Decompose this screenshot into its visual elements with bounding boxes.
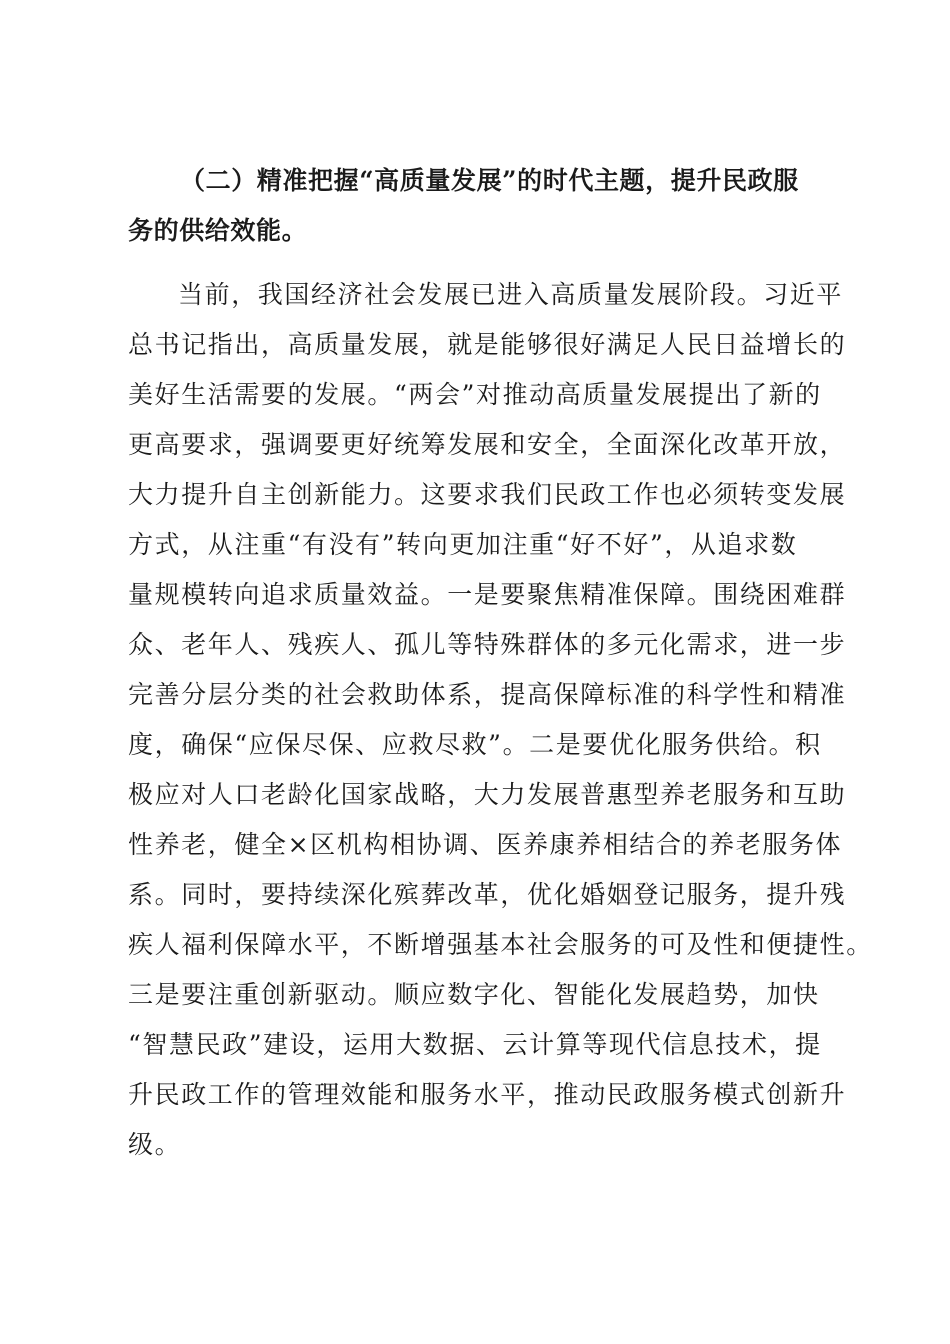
body-line: 更高要求，强调要更好统筹发展和安全，全面深化改革开放， (128, 430, 847, 459)
body-line: 疾人福利保障水平，不断增强基本社会服务的可及性和便捷性。 (128, 930, 873, 959)
body-line: 极应对人口老龄化国家战略，大力发展普惠型养老服务和互助 (128, 780, 847, 809)
body-line: 总书记指出，高质量发展，就是能够很好满足人民日益增长的 (128, 330, 847, 359)
body-line: 三是要注重创新驱动。顺应数字化、智能化发展趋势，加快 (128, 980, 820, 1009)
body-line: 系。同时，要持续深化殡葬改革，优化婚姻登记服务，提升残 (128, 880, 847, 909)
body-line: 当前，我国经济社会发展已进入高质量发展阶段。习近平 (178, 280, 844, 309)
body-paragraph (128, 270, 873, 1170)
section-heading-line-1: （二）精准把握“高质量发展”的时代主题，提升民政服 (180, 166, 799, 195)
section-heading (128, 156, 828, 256)
body-line: 大力提升自主创新能力。这要求我们民政工作也必须转变发展 (128, 480, 847, 509)
body-line: 级。 (128, 1130, 182, 1159)
body-line: 量规模转向追求质量效益。一是要聚焦精准保障。围绕困难群 (128, 580, 847, 609)
body-line: 美好生活需要的发展。“两会”对推动高质量发展提出了新的 (128, 380, 822, 409)
section-heading-line-2: 务的供给效能。 (128, 216, 308, 245)
body-line: 升民政工作的管理效能和服务水平，推动民政服务模式创新升 (128, 1080, 847, 1109)
body-line: 众、老年人、残疾人、孤儿等特殊群体的多元化需求，进一步 (128, 630, 847, 659)
body-line: 度，确保“应保尽保、应救尽救”。二是要优化服务供给。积 (128, 730, 822, 759)
body-line: “智慧民政”建设，运用大数据、云计算等现代信息技术，提 (128, 1030, 822, 1059)
body-line: 完善分层分类的社会救助体系，提高保障标准的科学性和精准 (128, 680, 847, 709)
body-line: 方式，从注重“有没有”转向更加注重“好不好”，从追求数 (128, 530, 798, 559)
body-line: 性养老，健全×区机构相协调、医养康养相结合的养老服务体 (128, 830, 843, 859)
